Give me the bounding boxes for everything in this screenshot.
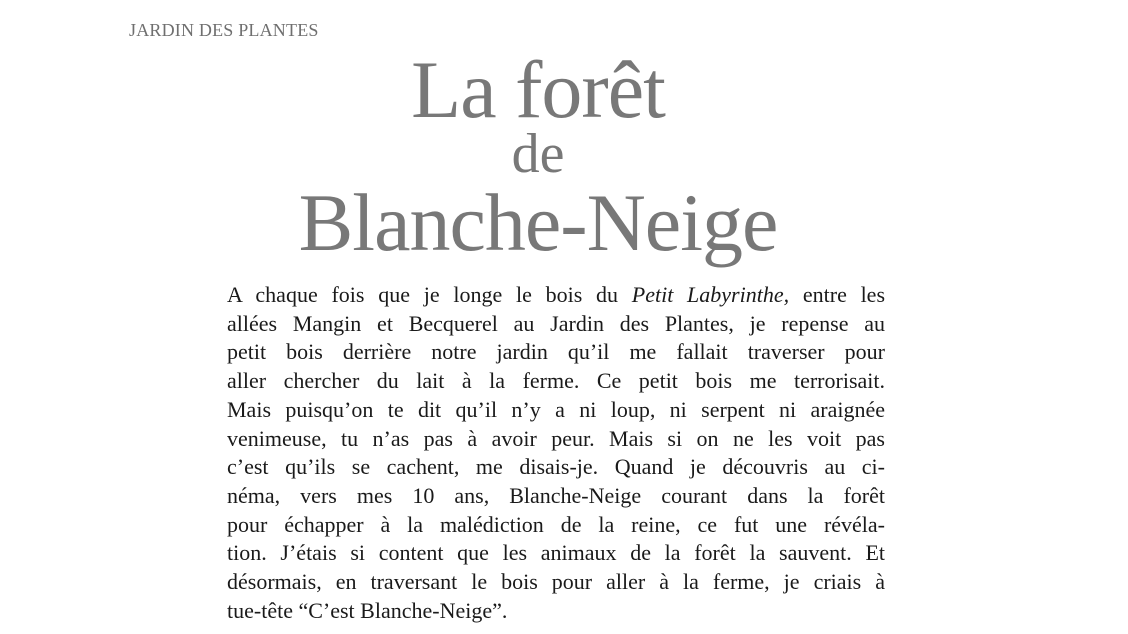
body-line: désormais, en traversant le bois pour aller à la ferme, je criais à bbox=[227, 569, 885, 595]
body-line: c’est qu’ils se cachent, me disais-je. Quand je découvris au ci- bbox=[227, 454, 885, 480]
body-line: pour échapper à la malédiction de la reine, ce fut une révéla- bbox=[227, 511, 885, 537]
body-line-1-start: A chaque fois que je longe le bois du bbox=[227, 282, 632, 307]
body-line: aller chercher du lait à la ferme. Ce petit bois me terrorisait. bbox=[227, 368, 885, 394]
body-line: tue-tête “C’est Blanche-Neige”. bbox=[227, 597, 508, 623]
body-line: allées Mangin et Becquerel au Jardin des Plantes, je repense au bbox=[227, 310, 885, 336]
title-line-1: La forêt bbox=[411, 44, 665, 135]
article-body bbox=[227, 281, 885, 625]
title-line-3: Blanche-Neige bbox=[298, 177, 778, 268]
body-line: tion. J’étais si content que les animaux de la forêt la sauvent. Et bbox=[227, 540, 885, 566]
section-label: JARDIN DES PLANTES bbox=[129, 20, 319, 40]
body-line-1 bbox=[227, 281, 885, 310]
title-line-2: de bbox=[511, 123, 565, 185]
body-line: venimeuse, tu n’as pas à avoir peur. Mais si on ne les voit pas bbox=[227, 425, 885, 451]
body-line: petit bois derrière notre jardin qu’il me fallait traverser pour bbox=[227, 339, 885, 365]
body-line-1-end: entre les bbox=[802, 282, 886, 307]
italic-place-name: Petit Labyrinthe, bbox=[631, 282, 790, 307]
body-line: Mais puisqu’on te dit qu’il n’y a ni loup, ni serpent ni araignée bbox=[227, 396, 885, 422]
body-line: néma, vers mes 10 ans, Blanche-Neige courant dans la forêt bbox=[227, 482, 885, 508]
article-title bbox=[0, 44, 1076, 270]
